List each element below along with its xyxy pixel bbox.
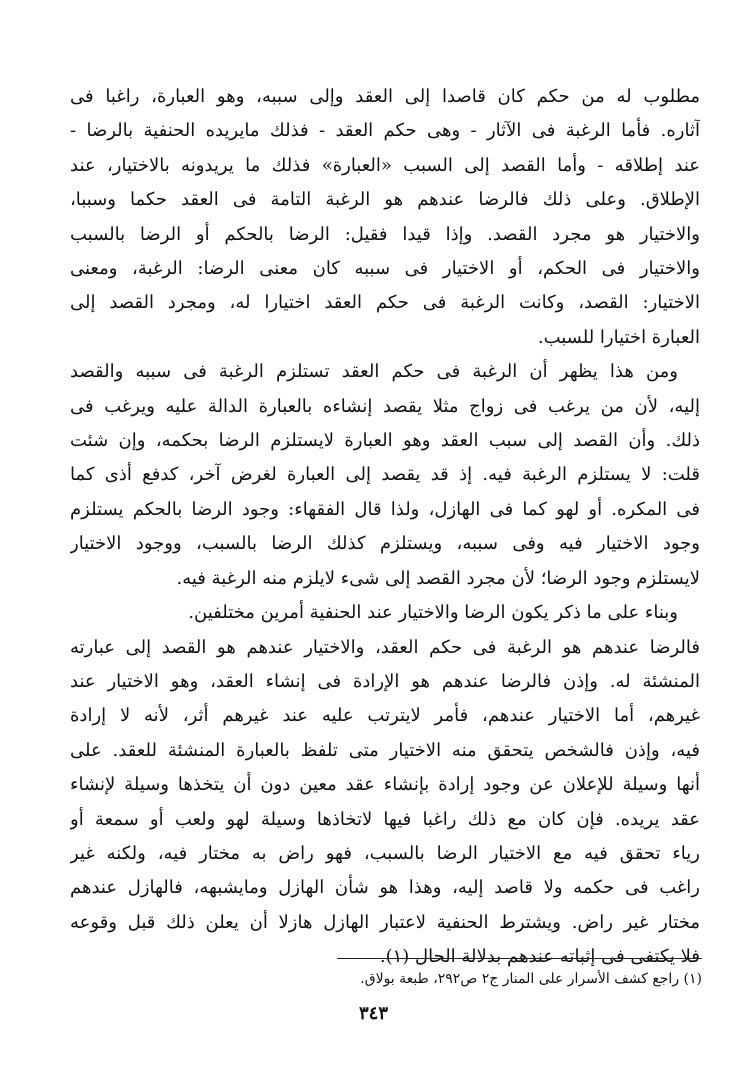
text-line: آثاره. فأما الرغبة فى الآثار - وهى حكم العقد - فذلك مايريده الحنفية بالرضا - xyxy=(70,120,700,142)
text-line: أنها وسيلة للإعلان عن وجود إرادة بإنشاء عقد معين دون أن يتخذها وسيلة لإنشاء xyxy=(70,774,700,796)
text-line: مختار غير راض. ويشترط الحنفية لاعتبار الهازل هازلا أن يعلن ذلك قبل وقوعه xyxy=(70,911,700,933)
text-line: والاختيار هو مجرد القصد. وإذا قيدا فقيل: الرضا بالحكم أو الرضا بالسبب xyxy=(70,223,700,245)
text-line: غيرهم، أما الاختيار عندهم، فأمر لايترتب عليه عند غيرهم أثر، لأنه لا إرادة xyxy=(70,705,700,727)
text-line: وجود الاختيار فيه وفى سببه، ويستلزم كذلك الرضا بالسبب، ووجود الاختيار xyxy=(70,533,700,555)
text-line: العبارة اختيارا للسبب. xyxy=(537,326,700,348)
paragraph-3 xyxy=(70,596,700,974)
text-line: قلت: لا يستلزم الرغبة فيه. إذ قد يقصد إلى العبارة لغرض آخر، كدفع أذى كما xyxy=(70,464,700,486)
page-number: ٣٤٣ xyxy=(358,1003,388,1024)
text-line: إليه، لأن من يرغب فى زواج مثلا يقصد إنشاءه بالعبارة الدالة عليه ويرغب فى xyxy=(70,395,700,417)
paragraph-1 xyxy=(70,80,700,355)
text-line: فيه، وإذن فالشخص يتحقق منه الاختيار متى تلفظ بالعبارة المنشئة للعقد. على xyxy=(70,739,700,761)
text-line: ذلك. وأن القصد إلى سبب العقد وهو العبارة لايستلزم الرضا بحكمه، وإن شئت xyxy=(70,430,700,452)
text-line: الإطلاق. وعلى ذلك فالرضا عندهم هو الرغبة التامة فى العقد حكما وسببا، xyxy=(70,189,700,211)
text-line: لايستلزم وجود الرضا؛ لأن مجرد القصد إلى شىء لايلزم منه الرغبة فيه. xyxy=(176,567,700,589)
text-line: فلا يكتفى فى إثباته عندهم بدلالة الحال (١). xyxy=(379,946,700,968)
footnote-divider xyxy=(337,958,702,959)
text-line: وبناء على ما ذكر يكون الرضا والاختيار عند الحنفية أمرين مختلفين. xyxy=(188,602,678,624)
paragraph-2 xyxy=(70,355,700,596)
text-line: عقد يريده. فإن كان مع ذلك راغبا فيها لاتخاذها وسيلة لهو ولعب أو سمعة أو xyxy=(70,808,700,830)
main-text xyxy=(70,80,700,975)
text-line: راغب فى حكمه ولا قاصد إليه، وهذا هو شأن الهازل ومايشبهه، فالهازل عندهم xyxy=(70,877,700,899)
footnote: (١) راجع كشف الأسرار على المنار ج٢ ص٢٩٢، طبعة بولاق. xyxy=(360,971,702,987)
text-line: فى المكره. أو لهو كما فى الهازل، ولذا قال الفقهاء: وجود الرضا بالحكم يستلزم xyxy=(70,498,700,520)
text-line: فالرضا عندهم هو الرغبة فى حكم العقد، والاختيار عندهم هو القصد إلى عبارته xyxy=(70,636,700,658)
text-line: رياء تحقق فيه مع الاختيار الرضا بالسبب، فهو راض به مختار فيه، ولكنه غير xyxy=(70,842,700,864)
text-line: مطلوب له من حكم كان قاصدا إلى العقد وإلى سببه، وهو العبارة، راغبا فى xyxy=(70,86,700,107)
text-line: الاختيار: القصد، وكانت الرغبة فى حكم العقد اختيارا له، ومجرد القصد إلى xyxy=(70,292,700,314)
text-line: والاختيار فى الحكم، أو الاختيار فى سببه كان معنى الرضا: الرغبة، ومعنى xyxy=(70,258,700,280)
text-line: المنشئة له. وإذن فالرضا عندهم هو الإرادة فى إنشاء العقد، وهو الاختيار عند xyxy=(70,670,700,692)
text-line: ومن هذا يظهر أن الرغبة فى حكم العقد تستلزم الرغبة فى سببه والقصد xyxy=(70,361,678,383)
text-line: عند إطلاقه - وأما القصد إلى السبب «العبارة» فذلك ما يريدونه بالاختيار، عند xyxy=(70,154,700,176)
